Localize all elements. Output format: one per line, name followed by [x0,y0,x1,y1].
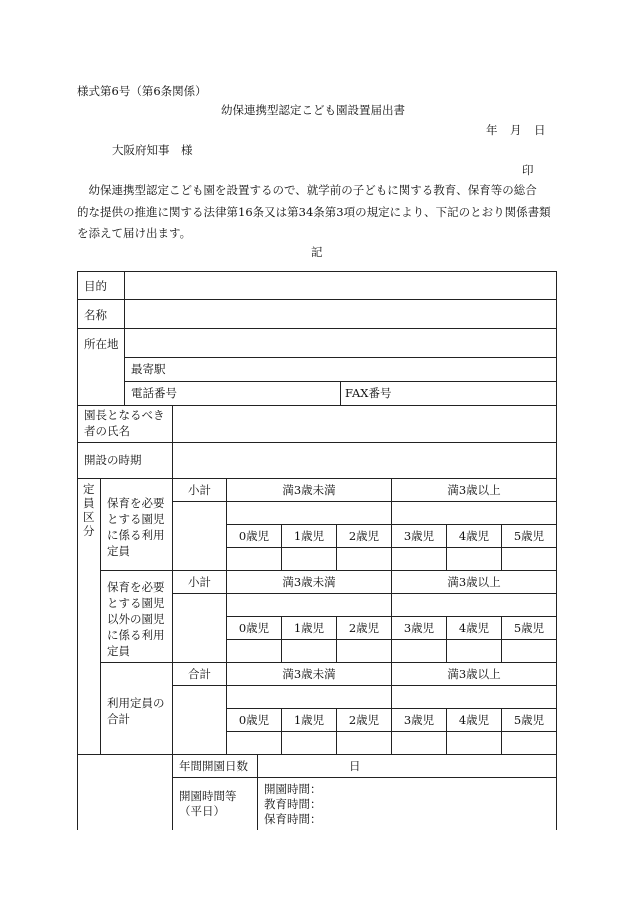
hours-label-line2: （平日） [179,804,225,818]
name-label: 名称 [84,308,107,322]
group2-label-line4: に係る利用 [107,628,165,642]
group1-age5: 5歳児 [513,529,545,543]
days-unit: 日 [349,759,361,773]
group1-subtotal-label: 小計 [188,483,211,497]
group3-age3: 3歳児 [403,713,435,727]
group1-label-line1: 保育を必要 [107,496,165,510]
group1-label-line2: とする園児 [107,512,165,526]
group3-age2: 2歳児 [348,713,380,727]
form-number: 様式第6号（第6条関係） [77,84,207,98]
group2-age5: 5歳児 [513,621,545,635]
hours-label-line1: 開園時間等 [179,789,237,803]
purpose-label: 目的 [84,279,107,293]
annual-days-label: 年間開園日数 [179,759,248,773]
group1-age1: 1歳児 [293,529,325,543]
group2-label-line3: 以外の園児 [107,612,165,626]
phone-label: 電話番号 [131,386,177,400]
document-title: 幼保連携型認定こども園設置届出書 [221,103,405,117]
group3-label-line1: 利用定員の [107,696,165,710]
capacity-division-char2: 員 [83,496,95,510]
capacity-division-char4: 分 [83,524,95,538]
addressee: 大阪府知事 様 [112,143,193,157]
group2-label-line1: 保育を必要 [107,580,165,594]
director-label-line1: 園長となるべき [84,408,165,422]
group2-age0: 0歳児 [238,621,270,635]
group1-over3-label: 満3歳以上 [447,483,501,497]
edu-hours-label: 教育時間： [264,797,322,811]
date-day: 日 [534,123,546,137]
group3-over3-label: 満3歳以上 [447,667,501,681]
date-month: 月 [510,123,522,137]
body-text-line3: を添えて届け出ます。 [77,226,192,240]
group2-age3: 3歳児 [403,621,435,635]
group2-label-line2: とする園児 [107,596,165,610]
group1-age0: 0歳児 [238,529,270,543]
director-label-line2: 者の氏名 [84,424,130,438]
nearest-station-label: 最寄駅 [131,362,166,376]
group2-under3-label: 満3歳未満 [282,575,336,589]
group3-total-label: 合計 [188,667,211,681]
group2-subtotal-label: 小計 [188,575,211,589]
group3-age4: 4歳児 [458,713,490,727]
group3-label-line2: 合計 [107,712,130,726]
group1-age2: 2歳児 [348,529,380,543]
group2-age2: 2歳児 [348,621,380,635]
fax-label: FAX番号 [345,386,392,400]
capacity-division-char1: 定 [83,482,95,496]
group3-age5: 5歳児 [513,713,545,727]
capacity-division-char3: 区 [83,510,95,524]
body-text-line2: 的な提供の推進に関する法律第16条又は第34条第3項の規定により、下記のとおり関係書類 [77,205,551,219]
group3-age0: 0歳児 [238,713,270,727]
group2-age1: 1歳児 [293,621,325,635]
group2-label-line5: 定員 [107,644,130,658]
group1-under3-label: 満3歳未満 [282,483,336,497]
location-label: 所在地 [84,337,119,351]
group1-age3: 3歳児 [403,529,435,543]
group3-age1: 1歳児 [293,713,325,727]
care-hours-label: 保育時間： [264,812,322,826]
group2-over3-label: 満3歳以上 [447,575,501,589]
opening-date-label: 開設の時期 [84,453,142,467]
group1-label-line4: 定員 [107,544,130,558]
open-hours-label: 開園時間： [264,782,322,796]
group1-age4: 4歳児 [458,529,490,543]
date-year: 年 [486,123,498,137]
group3-under3-label: 満3歳未満 [282,667,336,681]
group1-label-line3: に係る利用 [107,528,165,542]
group2-age4: 4歳児 [458,621,490,635]
seal-mark: 印 [522,163,534,177]
ki-label: 記 [311,245,323,259]
body-text-line1: 幼保連携型認定こども園を設置するので、就学前の子どもに関する教育、保育等の総合 [77,183,537,197]
